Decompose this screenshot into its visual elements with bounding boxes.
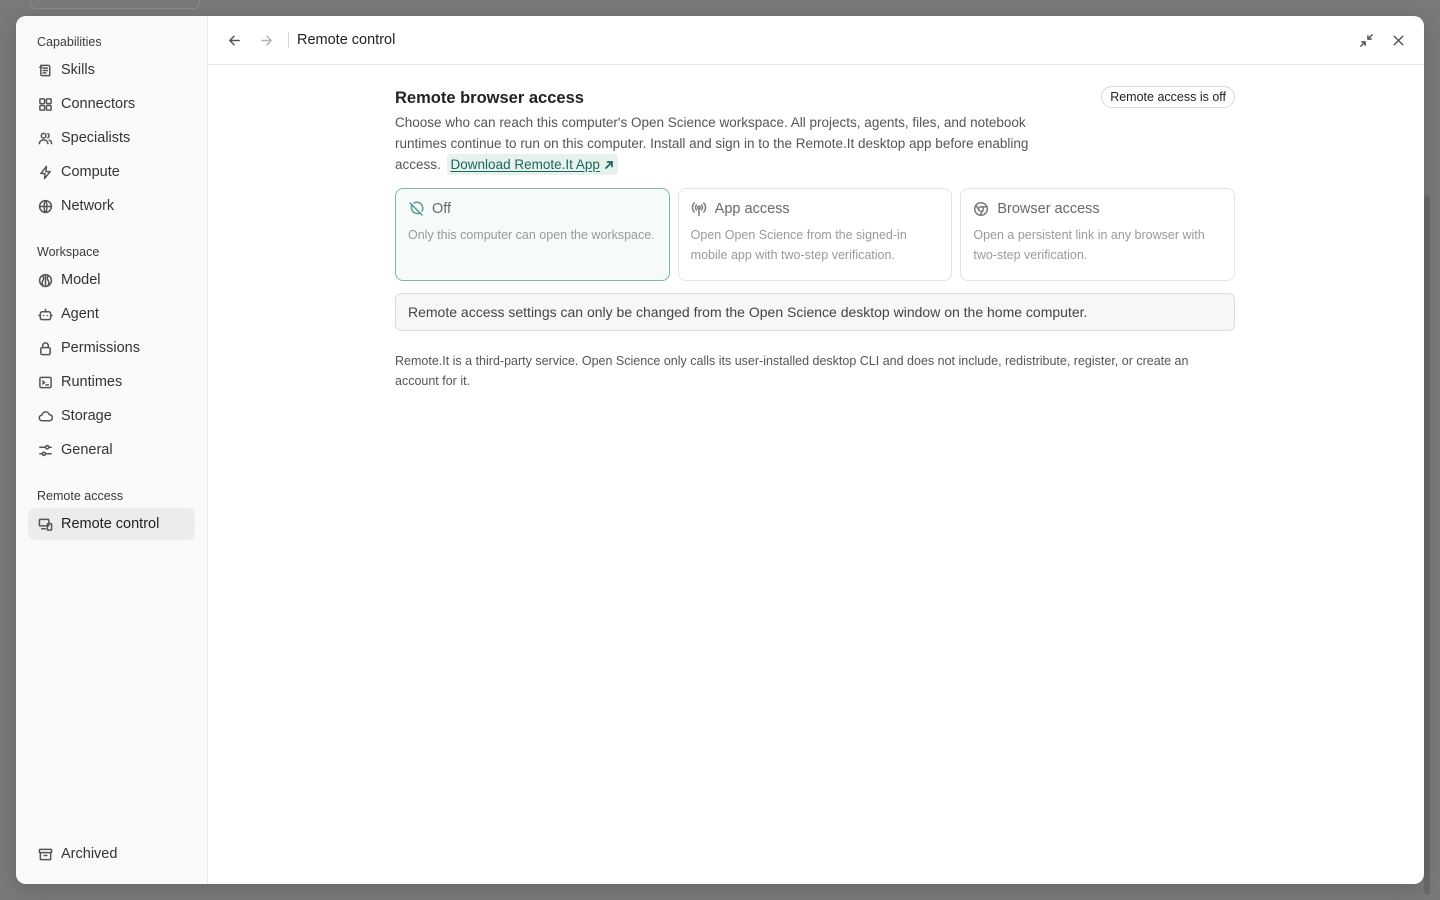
remote-control-icon (37, 516, 53, 532)
background-window-edge (30, 0, 200, 9)
sliders-icon (37, 442, 53, 458)
download-link-label: Download Remote.It App (450, 157, 600, 172)
back-button[interactable] (222, 28, 246, 52)
terminal-icon (37, 374, 53, 390)
option-description: Open Open Science from the signed-in mobile app with two-step verification. (690, 228, 907, 262)
sidebar (16, 16, 208, 884)
sidebar-item-general[interactable] (28, 434, 195, 466)
option-browser-access[interactable] (960, 188, 1235, 281)
option-off[interactable] (395, 188, 670, 281)
page-title: Remote control (297, 32, 396, 48)
section-label-workspace: Workspace (37, 245, 100, 259)
compute-icon (37, 164, 53, 180)
forward-button[interactable] (254, 28, 278, 52)
connectors-icon (37, 96, 53, 112)
description-text: Choose who can reach this computer's Open Science workspace. All projects, agents, files, and notebook runtimes continue to run on this computer. Install and sign in to the Remote.It desktop app before enabling access. (395, 115, 1029, 172)
sidebar-item-storage[interactable] (28, 400, 195, 432)
arrow-left-icon (227, 33, 242, 48)
sidebar-item-specialists[interactable] (28, 122, 195, 154)
status-badge: Remote access is off (1101, 86, 1235, 108)
option-description: Only this computer can open the workspace. (408, 228, 655, 242)
sidebar-item-label: Remote control (61, 516, 160, 532)
arrow-right-icon (259, 33, 274, 48)
section-title: Remote browser access (395, 89, 584, 107)
sidebar-item-network[interactable] (28, 190, 195, 222)
topbar (208, 16, 1424, 65)
sidebar-item-label: Specialists (61, 130, 131, 146)
cloud-icon (37, 408, 53, 424)
option-description: Open a persistent link in any browser with two-step verification. (973, 228, 1205, 262)
close-button[interactable] (1386, 28, 1410, 52)
specialists-icon (37, 130, 53, 146)
sidebar-item-label: General (61, 442, 113, 458)
sidebar-item-archived[interactable] (28, 838, 195, 870)
settings-dialog (16, 16, 1424, 884)
sidebar-item-remote-control[interactable] (28, 508, 195, 540)
archive-icon (37, 846, 53, 862)
sidebar-item-compute[interactable] (28, 156, 195, 188)
model-icon (37, 272, 53, 288)
info-notice: Remote access settings can only be changed from the Open Science desktop window on the home computer. (395, 293, 1235, 331)
sidebar-item-runtimes[interactable] (28, 366, 195, 398)
network-icon (37, 198, 53, 214)
sidebar-item-label: Permissions (61, 340, 140, 356)
topbar-divider (288, 32, 289, 48)
section-label-remote-access: Remote access (37, 489, 124, 503)
option-title: App access (714, 201, 790, 217)
signal-off-icon (408, 201, 424, 217)
section-label-capabilities: Capabilities (37, 35, 102, 49)
sidebar-item-connectors[interactable] (28, 88, 195, 120)
sidebar-item-skills[interactable] (28, 54, 195, 86)
main-panel (208, 16, 1424, 884)
sidebar-item-label: Model (61, 272, 101, 288)
sidebar-item-label: Runtimes (61, 374, 123, 390)
sidebar-item-label: Agent (61, 306, 99, 322)
sidebar-item-label: Storage (61, 408, 112, 424)
option-title: Browser access (997, 201, 1100, 217)
sidebar-item-label: Network (61, 198, 115, 214)
browser-icon (973, 201, 989, 217)
skills-icon (37, 62, 53, 78)
sidebar-item-label: Compute (61, 164, 120, 180)
sidebar-item-permissions[interactable] (28, 332, 195, 364)
close-icon (1391, 33, 1406, 48)
sidebar-item-agent[interactable] (28, 298, 195, 330)
sidebar-item-label: Skills (61, 62, 95, 78)
section-description (395, 112, 1055, 175)
sidebar-item-label: Archived (61, 846, 118, 862)
access-options (395, 188, 1235, 281)
download-app-link[interactable] (447, 154, 618, 175)
lock-icon (37, 340, 53, 356)
remote-access-section (395, 86, 1235, 391)
disclaimer-text: Remote.It is a third-party service. Open Science only calls its user-installed desktop CLI and does not include, redistribute, register, or create an account for it. (395, 354, 1189, 388)
option-title: Off (432, 201, 452, 217)
broadcast-icon (691, 201, 707, 217)
sidebar-item-label: Connectors (61, 96, 136, 112)
sidebar-item-model[interactable] (28, 264, 195, 296)
option-app-access[interactable] (678, 188, 953, 281)
external-link-icon (604, 160, 614, 170)
background-scrollbar (1424, 195, 1430, 895)
collapse-icon (1359, 33, 1374, 48)
agent-icon (37, 306, 53, 322)
collapse-button[interactable] (1354, 28, 1378, 52)
